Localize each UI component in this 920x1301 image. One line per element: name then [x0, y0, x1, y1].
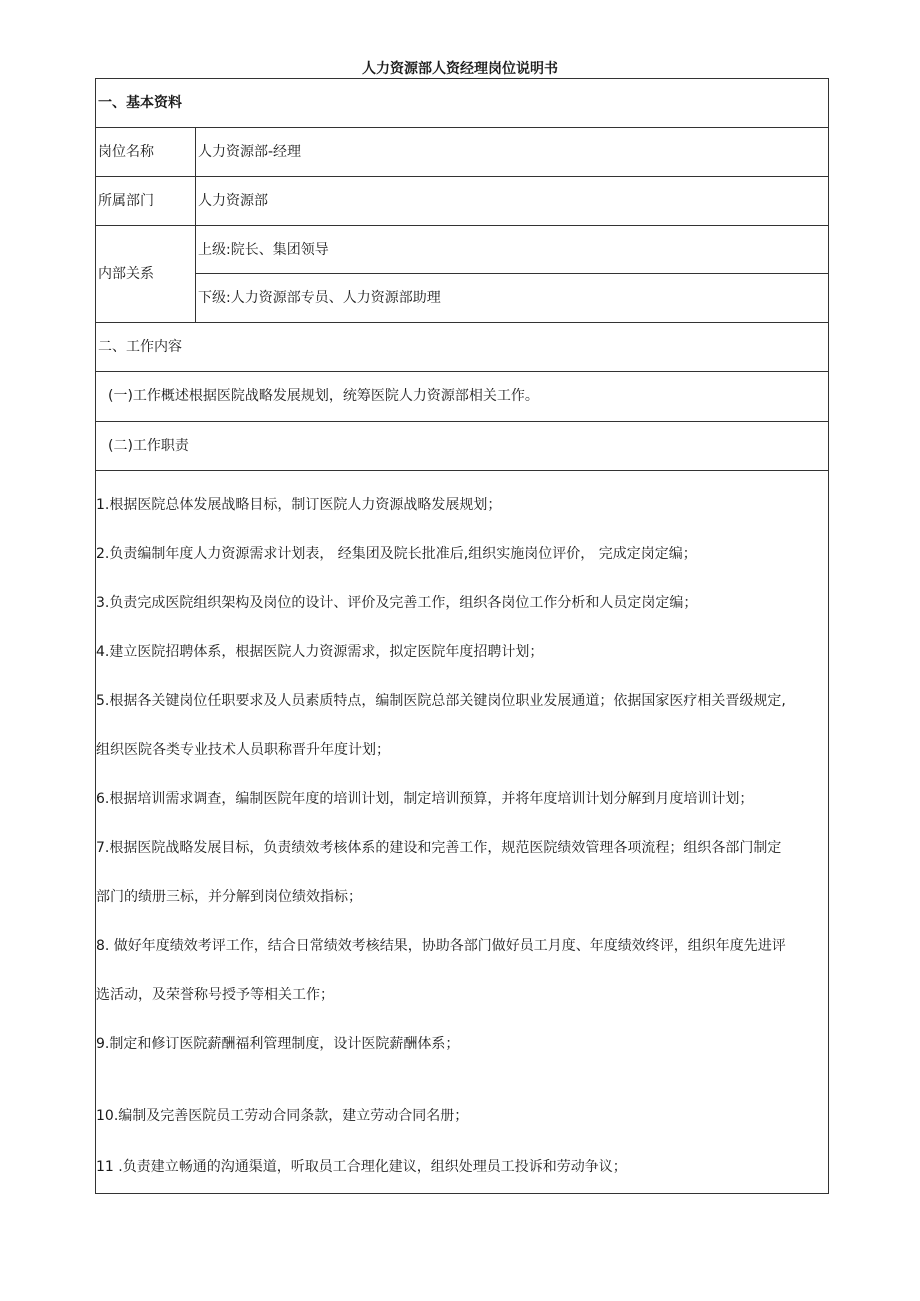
duty-line: 2.负责编制年度人力资源需求计划表， 经集团及院长批准后,组织实施岗位评价， 完成定岗定编；	[96, 546, 697, 562]
duty-line: 1.根据医院总体发展战略目标，制订医院人力资源战略发展规划；	[96, 497, 502, 513]
duty-line: 6.根据培训需求调查，编制医院年度的培训计划，制定培训预算，并将年度培训计划分解到月度培训计划；	[96, 791, 754, 807]
row-divider	[195, 273, 828, 274]
position-value: 人力资源部-经理	[198, 144, 302, 160]
row-divider	[96, 176, 828, 177]
section2-heading: 二、工作内容	[98, 339, 182, 355]
duty-line: 组织医院各类专业技术人员职称晋升年度计划；	[96, 742, 390, 758]
duty-line: 部门的绩册三标，并分解到岗位绩效指标；	[96, 889, 362, 905]
row-divider	[96, 470, 828, 471]
dept-value: 人力资源部	[198, 193, 268, 209]
job-description-table	[95, 78, 829, 1194]
duty-line: 7.根据医院战略发展目标，负责绩效考核体系的建设和完善工作，规范医院绩效管理各项流程；组织各部门制定	[96, 840, 782, 856]
section1-heading: 一、基本资料	[98, 95, 182, 111]
duty-line: 11 .负责建立畅通的沟通渠道，听取员工合理化建议，组织处理员工投诉和劳动争议；	[96, 1159, 627, 1175]
relation-label: 内部关系	[98, 266, 154, 282]
row-divider	[96, 421, 828, 422]
duties-heading: (二)工作职责	[108, 438, 189, 454]
duty-line: 9.制定和修订医院薪酬福利管理制度，设计医院薪酬体系；	[96, 1036, 460, 1052]
superior-value: 上级:院长、集团领导	[198, 242, 329, 258]
column-divider	[195, 127, 196, 322]
row-divider	[96, 127, 828, 128]
row-divider	[96, 371, 828, 372]
work-overview: (一)工作概述根据医院战略发展规划，统筹医院人力资源部相关工作。	[108, 388, 539, 404]
row-divider	[96, 322, 828, 323]
duty-line: 3.负责完成医院组织架构及岗位的设计、评价及完善工作，组织各岗位工作分析和人员定岗定编；	[96, 595, 698, 611]
position-label: 岗位名称	[98, 144, 154, 160]
subordinate-value: 下级:人力资源部专员、人力资源部助理	[198, 290, 441, 306]
document-title: 人力资源部人资经理岗位说明书	[362, 61, 558, 77]
duty-line: 8. 做好年度绩效考评工作，结合日常绩效考核结果，协助各部门做好员工月度、年度绩效终评，组织年度先进评	[96, 938, 786, 954]
duty-line: 10.编制及完善医院员工劳动合同条款，建立劳动合同名册；	[96, 1108, 469, 1124]
duty-line: 4.建立医院招聘体系，根据医院人力资源需求，拟定医院年度招聘计划；	[96, 644, 544, 660]
duty-line: 选活动，及荣誉称号授予等相关工作；	[96, 987, 334, 1003]
dept-label: 所属部门	[98, 193, 154, 209]
row-divider	[96, 225, 828, 226]
duty-line: 5.根据各关键岗位任职要求及人员素质特点，编制医院总部关键岗位职业发展通道；依据国家医疗相关晋级规定,	[96, 693, 786, 709]
